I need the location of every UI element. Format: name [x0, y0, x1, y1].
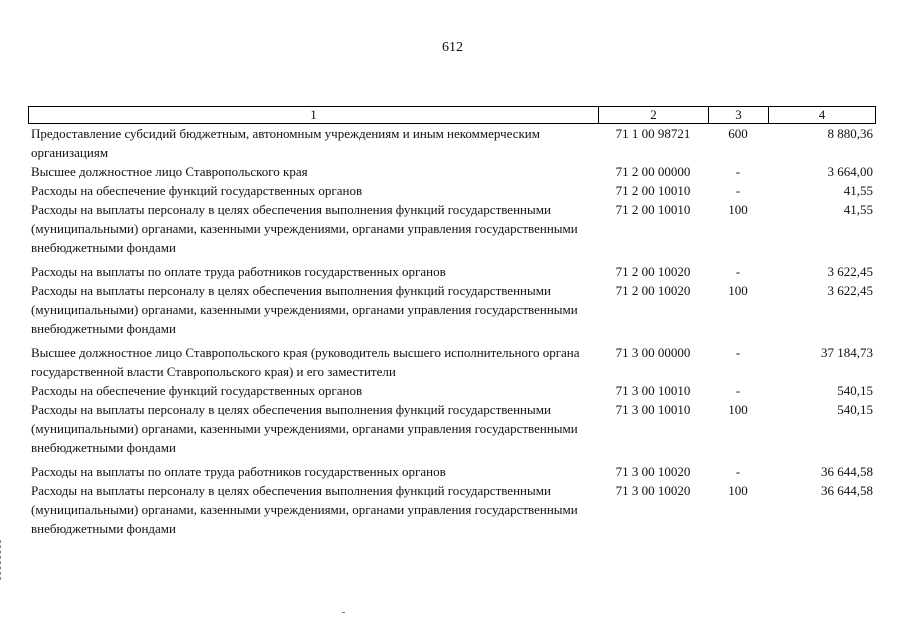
table-row — [28, 124, 876, 162]
row-name: Расходы на обеспечение функций государственных органов — [31, 383, 363, 398]
row-code: 71 3 00 10010 — [615, 402, 691, 417]
row-code: 71 2 00 10020 — [615, 264, 691, 279]
table-row — [28, 462, 876, 481]
row-name: Высшее должностное лицо Ставропольского края — [31, 164, 308, 179]
row-amount: 540,15 — [837, 383, 873, 398]
row-code: 71 2 00 00000 — [615, 164, 691, 179]
row-type: 100 — [728, 483, 748, 498]
row-name: Высшее должностное лицо Ставропольского края (руководитель высшего исполнительного органа государственной власти Ставропольского края) и его заместители — [31, 345, 580, 379]
row-amount: 36 644,58 — [821, 483, 873, 498]
row-type: - — [735, 383, 741, 398]
table-row — [28, 343, 876, 381]
row-type: - — [735, 164, 741, 179]
table-row — [28, 262, 876, 281]
table-row — [28, 481, 876, 538]
row-type: 100 — [728, 402, 748, 417]
header-col-1: 1 — [29, 107, 599, 123]
table-header — [28, 106, 876, 124]
row-code: 71 2 00 10010 — [615, 183, 691, 198]
header-col-4: 4 — [818, 107, 826, 122]
table-row — [28, 281, 876, 338]
row-amount: 3 622,45 — [827, 283, 873, 298]
table-row — [28, 200, 876, 257]
row-amount: 37 184,73 — [821, 345, 873, 360]
row-code: 71 3 00 10020 — [615, 464, 691, 479]
row-name: Расходы на выплаты персоналу в целях обеспечения выполнения функций государственными (муниципальными) органами, казенными учреждениями, органами управления государственными внебюджетными фондами — [31, 402, 578, 455]
row-name: Расходы на выплаты персоналу в целях обеспечения выполнения функций государственными (муниципальными) органами, казенными учреждениями, органами управления государственными внебюджетными фондами — [31, 202, 578, 255]
table-row — [28, 162, 876, 181]
row-code: 71 2 00 10020 — [615, 283, 691, 298]
row-amount: 8 880,36 — [827, 126, 873, 141]
table-row — [28, 381, 876, 400]
table-row — [28, 181, 876, 200]
row-code: 71 3 00 10020 — [615, 483, 691, 498]
row-type: 100 — [728, 202, 748, 217]
row-code: 71 1 00 98721 — [615, 126, 691, 141]
row-amount: 3 664,00 — [827, 164, 873, 179]
scan-dot — [342, 612, 345, 613]
header-col-2: 2 — [599, 107, 709, 123]
row-type: 600 — [728, 126, 748, 141]
row-type: - — [735, 345, 741, 360]
page-number: 612 — [442, 40, 463, 55]
row-code: 71 3 00 00000 — [615, 345, 691, 360]
row-amount: 41,55 — [843, 202, 873, 217]
row-name: Расходы на выплаты по оплате труда работников государственных органов — [31, 264, 446, 279]
row-name: Расходы на выплаты персоналу в целях обеспечения выполнения функций государственными (муниципальными) органами, казенными учреждениями, органами управления государственными внебюджетными фондами — [31, 283, 578, 336]
row-name: Расходы на выплаты персоналу в целях обеспечения выполнения функций государственными (муниципальными) органами, казенными учреждениями, органами управления государственными внебюджетными фондами — [31, 483, 578, 536]
header-col-3: 3 — [709, 107, 769, 123]
row-amount: 3 622,45 — [827, 264, 873, 279]
table-row — [28, 400, 876, 457]
row-type: - — [735, 183, 741, 198]
scan-margin-mark — [0, 540, 2, 580]
row-name: Расходы на обеспечение функций государственных органов — [31, 183, 363, 198]
row-code: 71 2 00 10010 — [615, 202, 691, 217]
row-type: 100 — [728, 283, 748, 298]
row-code: 71 3 00 10010 — [615, 383, 691, 398]
budget-table — [28, 106, 876, 538]
row-amount: 41,55 — [843, 183, 873, 198]
row-name: Расходы на выплаты по оплате труда работников государственных органов — [31, 464, 446, 479]
row-type: - — [735, 464, 741, 479]
row-amount: 540,15 — [837, 402, 873, 417]
row-name: Предоставление субсидий бюджетным, автономным учреждениям и иным некоммерческим организациям — [31, 126, 540, 160]
row-type: - — [735, 264, 741, 279]
row-amount: 36 644,58 — [821, 464, 873, 479]
